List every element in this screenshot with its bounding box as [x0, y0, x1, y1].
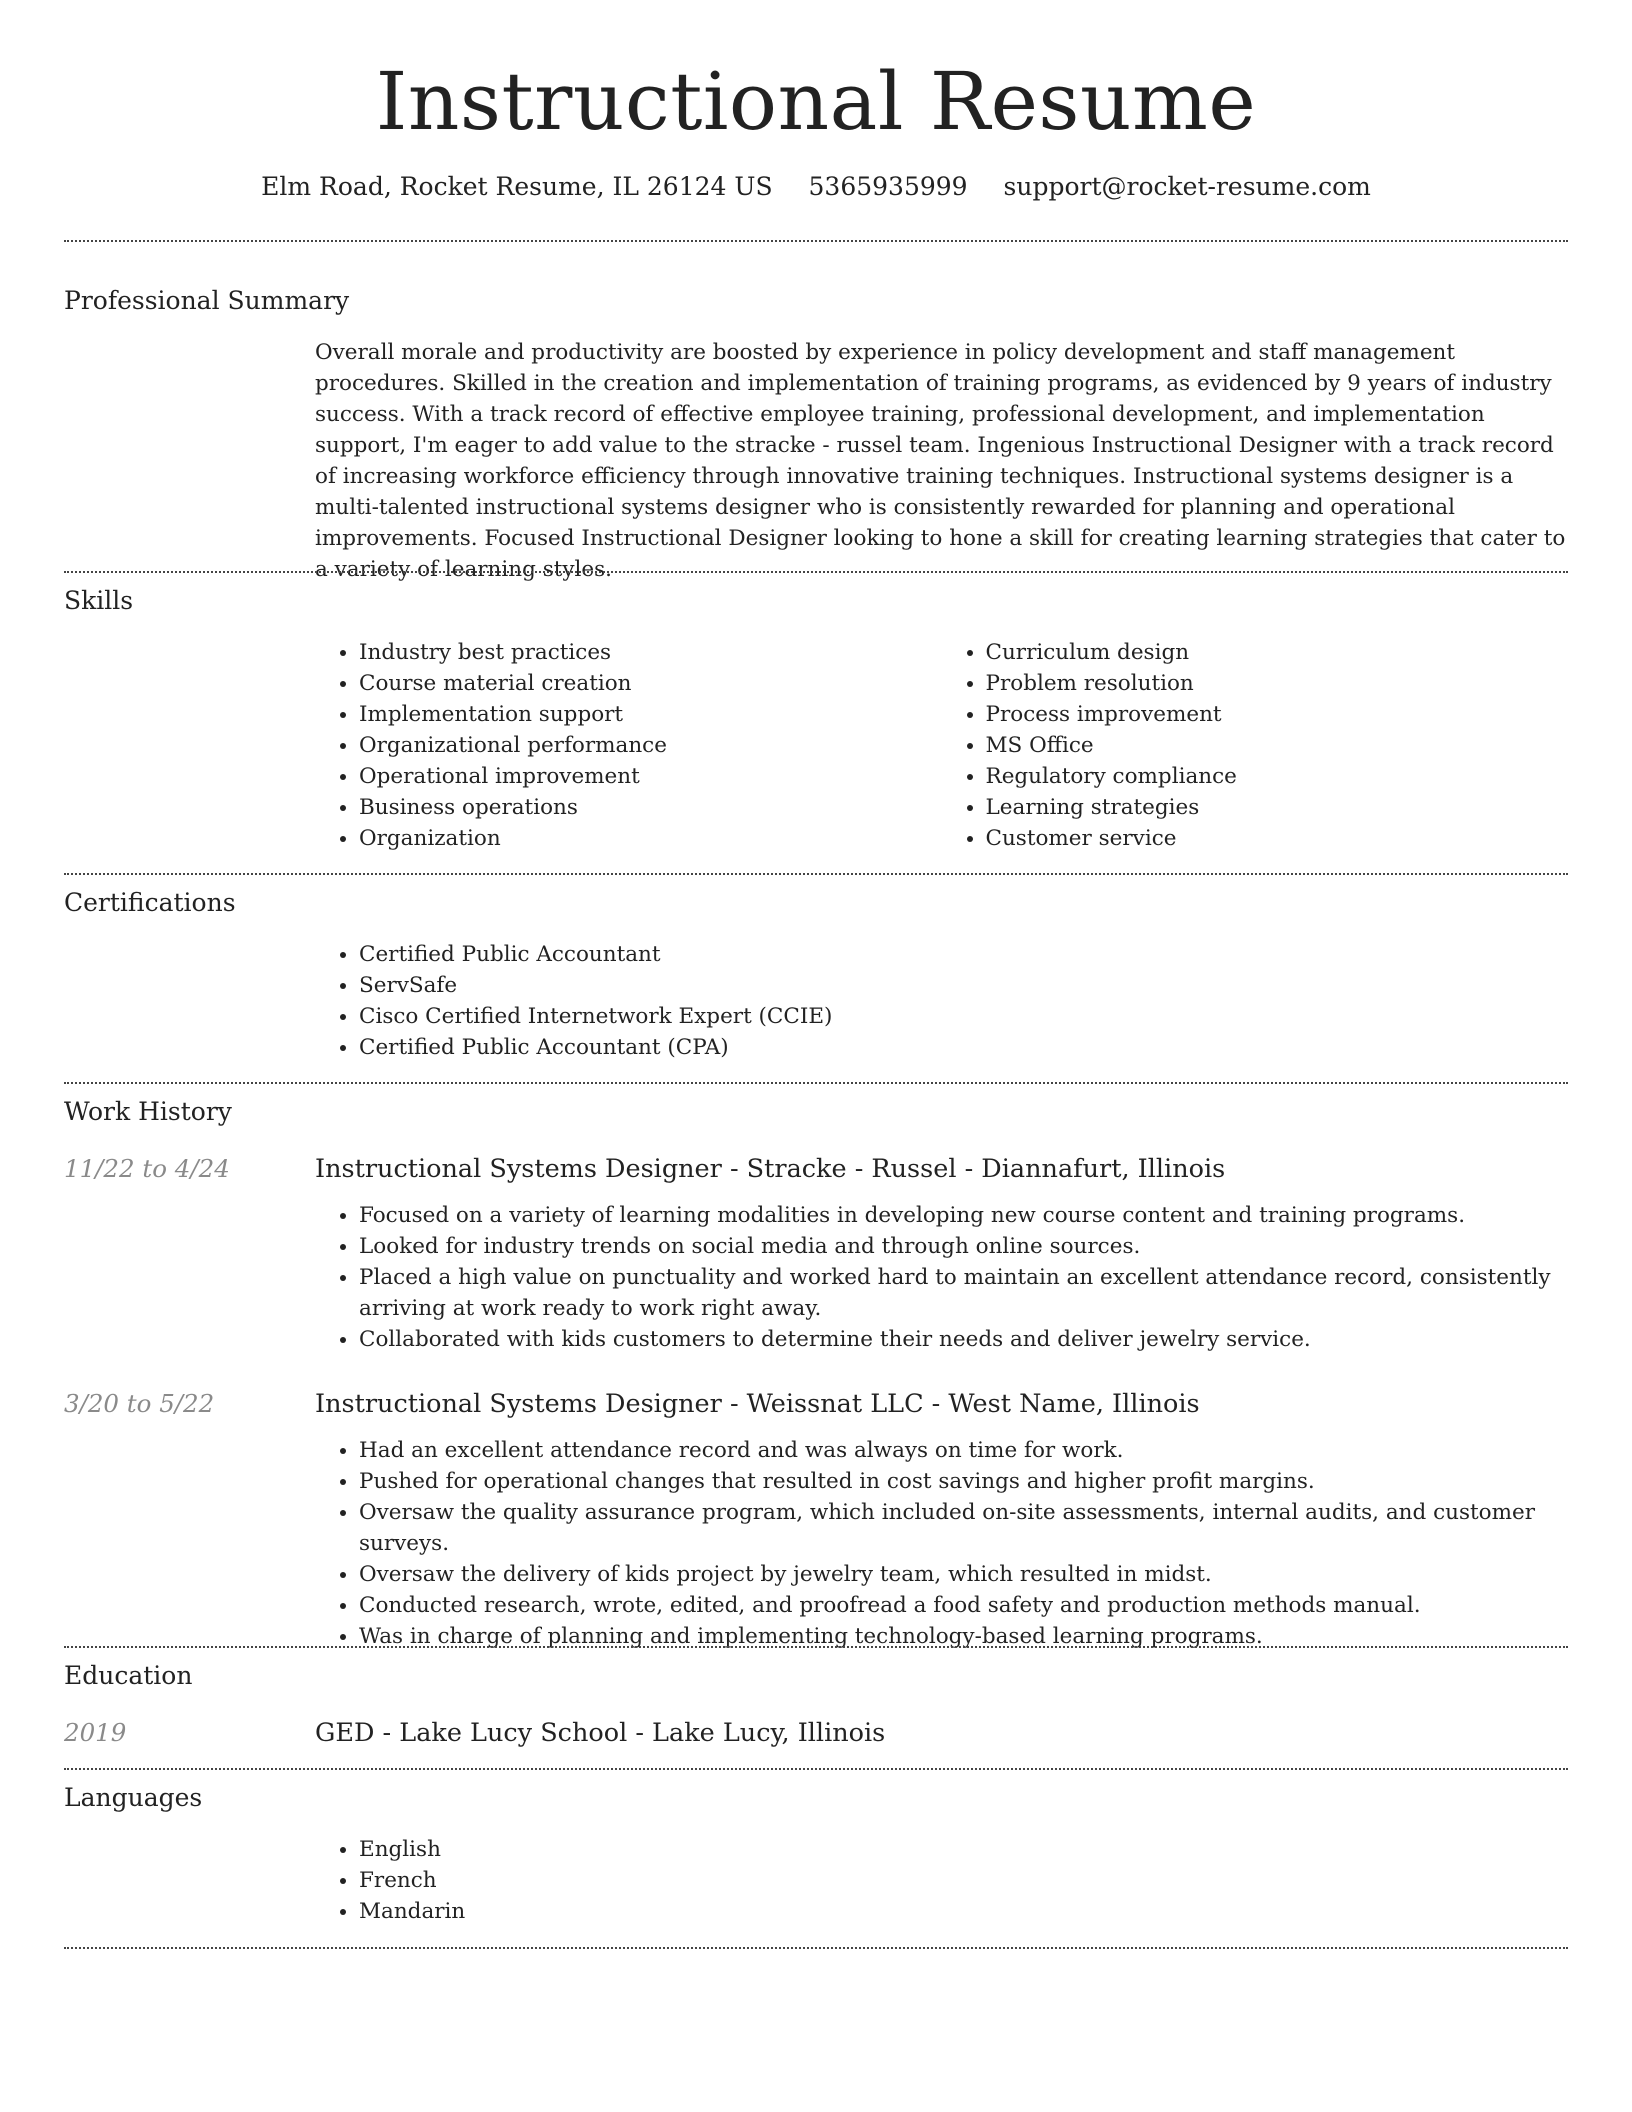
languages-section — [64, 1781, 1568, 1927]
list-item: • Oversaw the delivery of kids project by jewelry team, which resulted in midst. — [359, 1559, 1568, 1590]
certifications-list — [315, 939, 1568, 1063]
job-entry — [64, 1387, 1568, 1652]
job-header — [64, 1152, 1568, 1186]
list-item: • Organization — [359, 823, 942, 854]
divider — [64, 1768, 1568, 1770]
list-item: • Customer service — [986, 823, 1569, 854]
list-item: • Certified Public Accountant — [359, 939, 1568, 970]
education-year: 2019 — [64, 1718, 127, 1747]
skills-columns — [315, 637, 1568, 854]
list-item: • Industry best practices — [359, 637, 942, 668]
list-item: • Collaborated with kids customers to determine their needs and deliver jewelry service. — [359, 1324, 1568, 1355]
work-history-heading: Work History — [64, 1097, 232, 1126]
summary-text: Overall morale and productivity are boosted by experience in policy development and staff management procedures. Skilled in the creation and implementation of training programs, as evidenced by 9 years of industry success. With a track record of effective employee training, professional development, and implementation support, I'm eager to add value to the stracke - russel team. Ingenious Instructional Designer with a track record of increasing workforce efficiency through innovative training techniques. Instructional systems designer is a multi-talented instructional systems designer who is consistently rewarded for planning and operational improvements. Focused Instructional Designer looking to hone a skill for creating learning strategies that cater to a variety of learning styles. — [315, 340, 1566, 582]
list-item: • Course material creation — [359, 668, 942, 699]
languages-content — [315, 1834, 1568, 1927]
list-item: • French — [359, 1865, 1568, 1896]
education-section — [64, 1659, 1568, 1750]
list-item: • MS Office — [986, 730, 1569, 761]
list-item: • Looked for industry trends on social media and through online sources. — [359, 1231, 1568, 1262]
job-title: Instructional Systems Designer - Weissnat LLC - West Name, Illinois — [315, 1389, 1200, 1419]
education-degree: GED - Lake Lucy School - Lake Lucy, Illinois — [315, 1718, 886, 1748]
list-item: • Had an excellent attendance record and was always on time for work. — [359, 1435, 1568, 1466]
skills-list-left — [315, 637, 942, 854]
resume-page — [64, 0, 1568, 1924]
skills-list-right — [942, 637, 1569, 854]
education-heading: Education — [64, 1661, 193, 1690]
list-item: • Learning strategies — [986, 792, 1569, 823]
list-item: • Cisco Certified Internetwork Expert (CCIE) — [359, 1001, 1568, 1032]
list-item: • Oversaw the quality assurance program, which included on-site assessments, internal audits, and customer surveys. — [359, 1497, 1568, 1559]
phone: 5365935999 — [808, 172, 968, 201]
list-item: • Focused on a variety of learning modalities in developing new course content and training programs. — [359, 1200, 1568, 1231]
job-entry — [64, 1152, 1568, 1355]
list-item: • Certified Public Accountant (CPA) — [359, 1032, 1568, 1063]
divider — [64, 571, 1568, 573]
list-item: • Implementation support — [359, 699, 942, 730]
list-item: • Business operations — [359, 792, 942, 823]
job-header — [64, 1387, 1568, 1421]
list-item: • Conducted research, wrote, edited, and proofread a food safety and production methods manual. — [359, 1590, 1568, 1621]
resume-title: Instructional Resume — [375, 55, 1257, 148]
list-item: • Was in charge of planning and implementing technology-based learning programs. — [359, 1621, 1568, 1652]
job-dates: 3/20 to 5/22 — [64, 1389, 215, 1418]
list-item: • Operational improvement — [359, 761, 942, 792]
address: Elm Road, Rocket Resume, IL 26124 US — [261, 172, 773, 201]
list-item: • Regulatory compliance — [986, 761, 1569, 792]
list-item: • Placed a high value on punctuality and worked hard to maintain an excellent attendance record, consistently arriving at work ready to work right away. — [359, 1262, 1568, 1324]
job-details — [315, 1435, 1568, 1652]
list-item: • Organizational performance — [359, 730, 942, 761]
certifications-section — [64, 886, 1568, 1063]
summary-heading: Professional Summary — [64, 286, 350, 315]
divider — [64, 873, 1568, 875]
job-bullets — [315, 1200, 1568, 1355]
list-item: • ServSafe — [359, 970, 1568, 1001]
email: support@rocket-resume.com — [1003, 172, 1371, 201]
job-dates: 11/22 to 4/24 — [64, 1154, 230, 1183]
certifications-content — [315, 939, 1568, 1063]
work-history-section — [64, 1095, 1568, 1652]
job-bullets — [315, 1435, 1568, 1652]
divider — [64, 1947, 1568, 1949]
job-title: Instructional Systems Designer - Stracke - Russel - Diannafurt, Illinois — [315, 1154, 1226, 1184]
education-entry — [64, 1716, 1568, 1750]
list-item: • Curriculum design — [986, 637, 1569, 668]
divider — [64, 240, 1568, 242]
skills-section — [64, 584, 1568, 854]
divider — [64, 1646, 1568, 1648]
languages-list — [315, 1834, 1568, 1927]
languages-heading: Languages — [64, 1783, 203, 1812]
list-item: • English — [359, 1834, 1568, 1865]
certifications-heading: Certifications — [64, 888, 236, 917]
list-item: • Problem resolution — [986, 668, 1569, 699]
job-details — [315, 1200, 1568, 1355]
list-item: • Pushed for operational changes that resulted in cost savings and higher profit margins. — [359, 1466, 1568, 1497]
skills-heading: Skills — [64, 586, 134, 615]
divider — [64, 1082, 1568, 1084]
list-item: • Process improvement — [986, 699, 1569, 730]
contact-line — [64, 170, 1568, 204]
summary-section — [64, 284, 1568, 585]
list-item: • Mandarin — [359, 1896, 1568, 1927]
